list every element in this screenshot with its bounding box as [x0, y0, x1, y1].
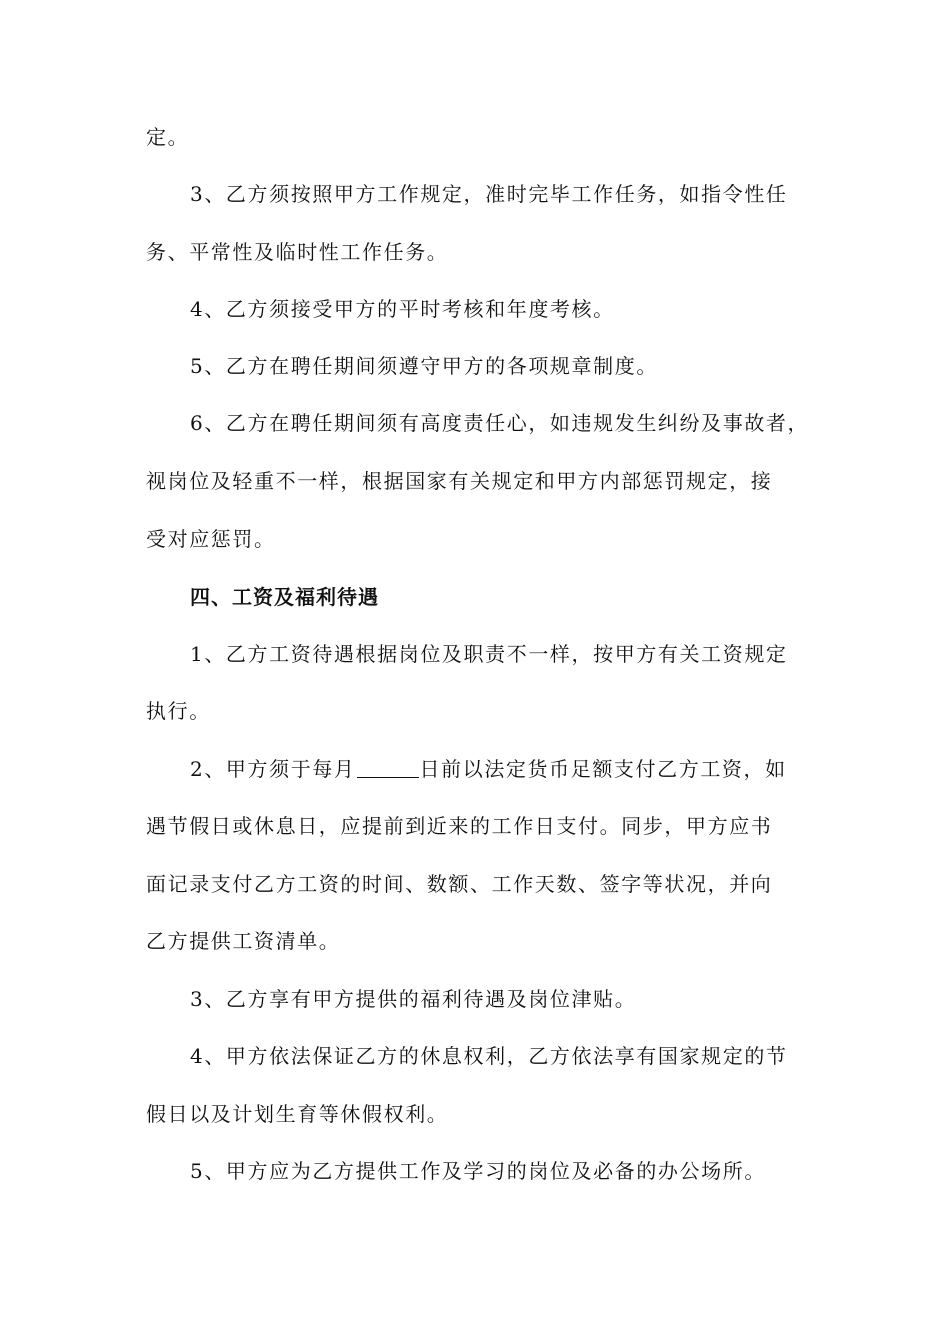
clause-4: 4、乙方须接受甲方的平时考核和年度考核。: [190, 297, 615, 321]
section-heading: 四、工资及福利待遇: [190, 585, 379, 609]
wage-clause-3: 3、乙方享有甲方提供的福利待遇及岗位津贴。: [190, 987, 637, 1011]
clause-6-line-3: 受对应惩罚。: [146, 527, 276, 551]
wage-clause-4-line-2: 假日以及计划生育等休假权利。: [146, 1102, 449, 1126]
wage-clause-2-prefix: 2、甲方须于每月: [190, 757, 356, 781]
wage-clause-2-suffix: 日前以法定货币足额支付乙方工资，如: [419, 757, 787, 781]
wage-clause-2-line-2: 遇节假日或休息日，应提前到近来的工作日支付。同步，甲方应书: [146, 814, 773, 838]
clause-5: 5、乙方在聘任期间须遵守甲方的各项规章制度。: [190, 354, 658, 378]
wage-clause-2-line-4: 乙方提供工资清单。: [146, 929, 341, 953]
clause-3-line-1: 3、乙方须按照甲方工作规定，准时完毕工作任务，如指令性任: [190, 182, 788, 206]
payday-blank-field: [357, 757, 419, 778]
wage-clause-1-line-1: 1、乙方工资待遇根据岗位及职责不一样，按甲方有关工资规定: [190, 642, 788, 666]
clause-3-line-2: 务、平常性及临时性工作任务。: [146, 240, 449, 264]
clause-6-line-2: 视岗位及轻重不一样，根据国家有关规定和甲方内部惩罚规定，接: [146, 469, 773, 493]
wage-clause-4-line-1: 4、甲方依法保证乙方的休息权利，乙方依法享有国家规定的节: [190, 1044, 788, 1068]
wage-clause-1-line-2: 执行。: [146, 699, 211, 723]
wage-clause-2-line-1: [190, 755, 787, 783]
wage-clause-5: 5、甲方应为乙方提供工作及学习的岗位及必备的办公场所。: [190, 1159, 766, 1183]
wage-clause-2-line-3: 面记录支付乙方工资的时间、数额、工作天数、签字等状况，并向: [146, 872, 773, 896]
clause-6-line-1: 6、乙方在聘任期间须有高度责任心，如违规发生纠纷及事故者，: [190, 411, 810, 435]
text-line: 定。: [146, 125, 190, 149]
